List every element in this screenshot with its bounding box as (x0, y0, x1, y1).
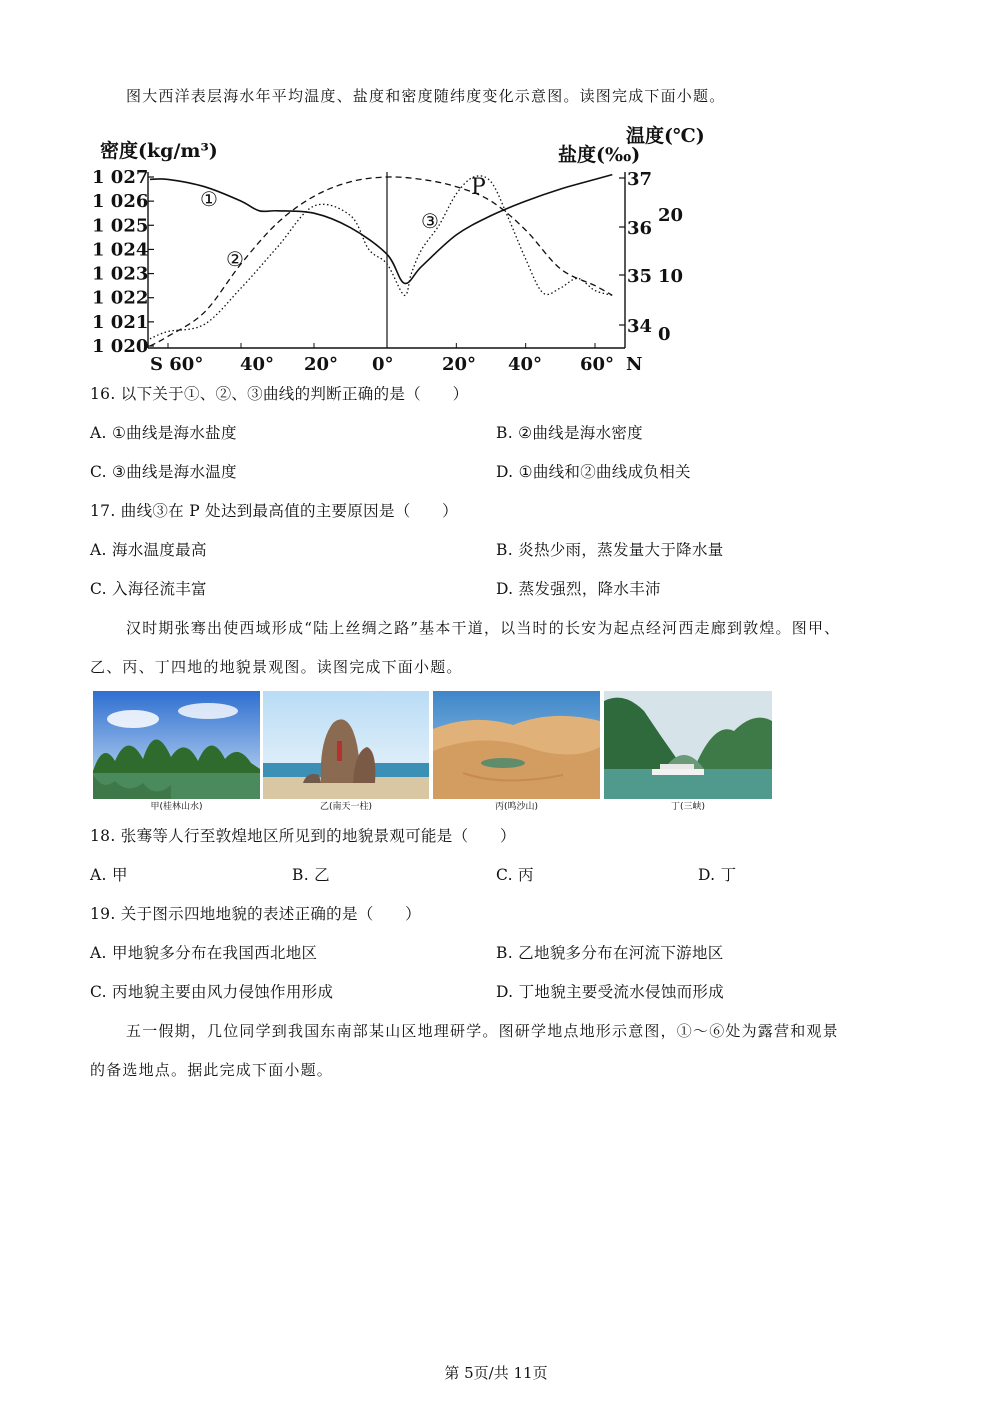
temperature-axis-label: 温度(℃) (626, 125, 705, 147)
q17-option-d[interactable]: D. 蒸发强烈，降水丰沛 (496, 580, 661, 598)
density-tick-label: 1 026 (92, 191, 149, 213)
photo-caption-bing: 丙(鸣沙山) (494, 802, 539, 812)
photo-bing-mingshashan (433, 691, 600, 799)
latitude-tick-label: 20° (304, 354, 339, 374)
latitude-tick-label: 60° (580, 354, 615, 374)
q17-option-b[interactable]: B. 炎热少雨，蒸发量大于降水量 (496, 541, 724, 559)
photo-yi-nantianyizhu (263, 691, 429, 799)
intro-text-1: 图大西洋表层海水年平均温度、盐度和密度随纬度变化示意图。读图完成下面小题。 (126, 87, 726, 105)
page-footer: 第 5页/共 11页 (444, 1364, 548, 1382)
density-tick-label: 1 023 (92, 263, 149, 285)
q19-option-c[interactable]: C. 丙地貌主要由风力侵蚀作用形成 (90, 983, 334, 1001)
q18-option-d[interactable]: D. 丁 (698, 866, 737, 884)
point-p-label: P (471, 175, 486, 200)
density-tick-label: 1 025 (92, 215, 149, 237)
salinity-tick-label: 34 (627, 316, 653, 337)
density-tick-label: 1 024 (92, 239, 149, 261)
photo-caption-ding: 丁(三峡) (670, 802, 706, 812)
salinity-tick-label: 36 (627, 218, 653, 239)
temperature-ticks (658, 205, 683, 345)
density-axis-label: 密度(kg/m³) (100, 140, 218, 162)
photo-jia-guilin (93, 691, 260, 799)
q19-stem: 19. 关于图示四地地貌的表述正确的是（ ） (90, 905, 421, 923)
density-ticks (92, 167, 154, 357)
q18-option-a[interactable]: A. 甲 (90, 866, 128, 884)
q18-option-b[interactable]: B. 乙 (292, 866, 330, 884)
salinity-tick-label: 35 (627, 266, 653, 287)
latitude-tick-label: 40° (508, 354, 543, 374)
latitude-tick-label: 0° (372, 354, 394, 374)
density-tick-label: 1 027 (92, 167, 149, 188)
intro-text-3-line-1: 五一假期，几位同学到我国东南部某山区地理研学。图研学地点地形示意图，①～⑥处为露营和观景 (126, 1022, 839, 1040)
latitude-tick-label: 40° (240, 354, 275, 374)
salinity-axis-label: 盐度(‰) (558, 144, 641, 166)
latitude-chart (90, 122, 710, 374)
series-layer (150, 175, 612, 346)
temperature-tick-label: 10 (658, 266, 684, 287)
photo-ding-sanxia (604, 691, 772, 799)
density-tick-label: 1 022 (92, 287, 149, 309)
latitude-tick-label: N (626, 354, 643, 374)
q16-stem: 16. 以下关于①、②、③曲线的判断正确的是（ ） (90, 385, 469, 403)
photo-caption-jia: 甲(桂林山水) (150, 802, 203, 812)
intro-text-2-line-1: 汉时期张骞出使西域形成“陆上丝绸之路”基本干道，以当时的长安为起点经河西走廊到敦煌。图甲、 (126, 619, 841, 637)
intro-text-3-line-2: 的备选地点。据此完成下面小题。 (90, 1061, 334, 1079)
q19-option-d[interactable]: D. 丁地貌主要受流水侵蚀而形成 (496, 983, 725, 1001)
q19-option-a[interactable]: A. 甲地貌多分布在我国西北地区 (90, 944, 318, 962)
latitude-tick-label: 20° (442, 354, 477, 374)
temperature-tick-label: 20 (658, 205, 684, 226)
q17-option-c[interactable]: C. 入海径流丰富 (90, 580, 207, 598)
q16-option-a[interactable]: A. ①曲线是海水盐度 (90, 424, 237, 442)
density-tick-label: 1 020 (92, 336, 149, 357)
salinity-tick-label: 37 (627, 169, 653, 190)
salinity-ticks (619, 169, 652, 337)
q16-option-c[interactable]: C. ③曲线是海水温度 (90, 463, 237, 481)
q18-stem: 18. 张骞等人行至敦煌地区所见到的地貌景观可能是（ ） (90, 827, 516, 845)
intro-text-2-line-2: 乙、丙、丁四地的地貌景观图。读图完成下面小题。 (90, 658, 463, 676)
temperature-tick-label: 0 (658, 324, 671, 345)
q17-stem: 17. 曲线③在 P 处达到最高值的主要原因是（ ） (90, 502, 458, 520)
q17-option-a[interactable]: A. 海水温度最高 (90, 541, 207, 559)
curve-label-2: ② (226, 247, 244, 271)
photo-caption-yi: 乙(南天一柱) (319, 802, 373, 812)
series-curve-3 (150, 176, 612, 339)
curve-label-3: ③ (421, 209, 439, 233)
q18-option-c[interactable]: C. 丙 (496, 866, 534, 884)
curve-label-1: ① (200, 187, 218, 211)
latitude-tick-label: S 60° (150, 354, 204, 374)
series-curve-1 (150, 175, 612, 284)
density-tick-label: 1 021 (92, 311, 149, 333)
q19-option-b[interactable]: B. 乙地貌多分布在河流下游地区 (496, 944, 724, 962)
series-curve-2 (150, 177, 612, 346)
q16-option-b[interactable]: B. ②曲线是海水密度 (496, 424, 643, 442)
q16-option-d[interactable]: D. ①曲线和②曲线成负相关 (496, 463, 691, 481)
